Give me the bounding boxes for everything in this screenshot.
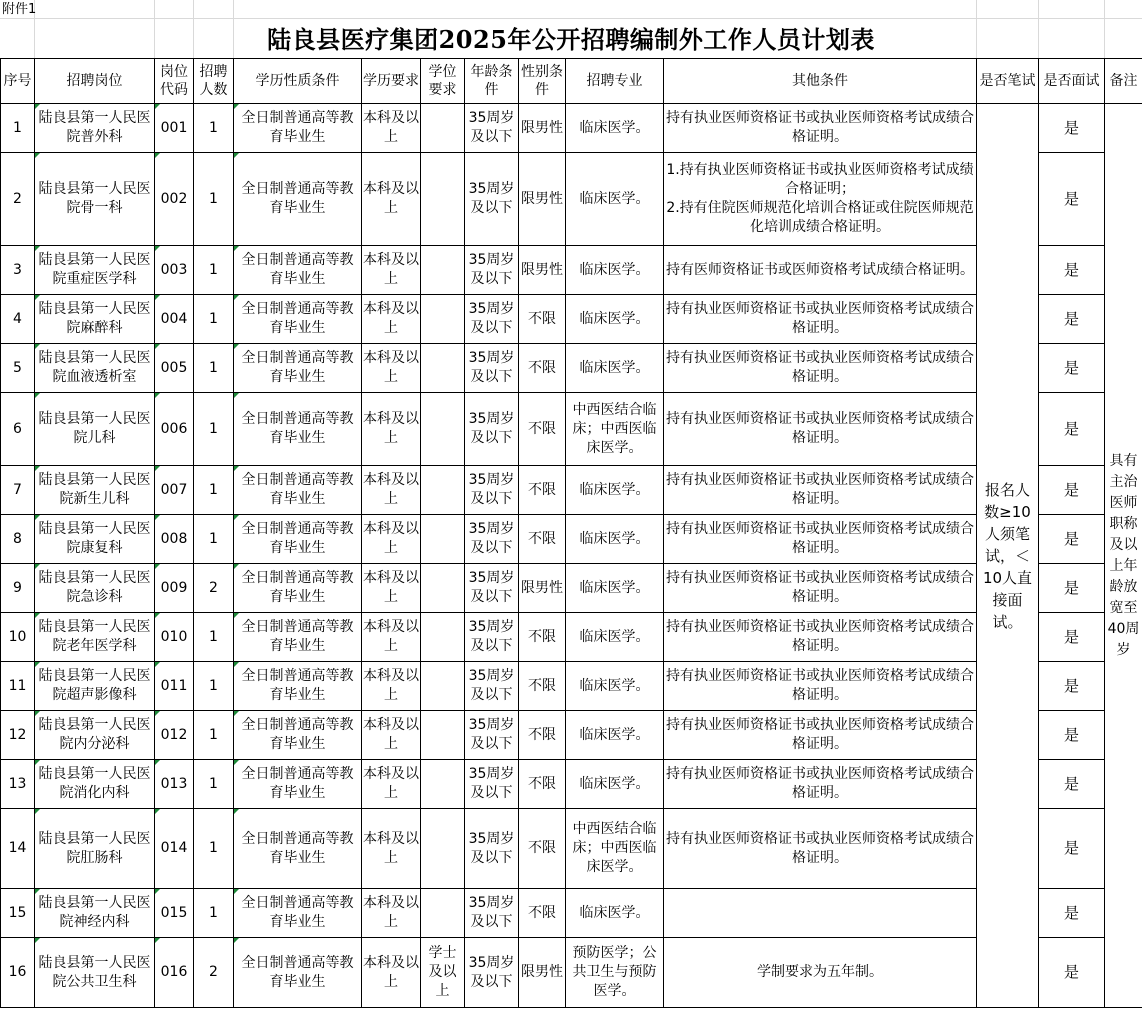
cell-gender[interactable]: 限男性 [519,938,566,1008]
cell-major[interactable]: 预防医学；公共卫生与预防医学。 [566,938,664,1008]
cell-interview[interactable]: 是 [1039,760,1105,809]
cell-position[interactable]: 陆良县第一人民医院新生儿科 [35,466,155,515]
cell-degree-req[interactable] [421,344,465,393]
cell-major[interactable]: 中西医结合临床；中西医临床医学。 [566,809,664,889]
header-written[interactable]: 是否笔试 [977,59,1039,104]
cell-seq[interactable]: 10 [1,613,35,662]
cell-other[interactable]: 持有医师资格证书或医师资格考试成绩合格证明。 [664,246,977,295]
cell-edu-req[interactable]: 本科及以上 [362,153,421,246]
cell-position[interactable]: 陆良县第一人民医院康复科 [35,515,155,564]
header-count[interactable]: 招聘人数 [194,59,234,104]
cell-interview[interactable]: 是 [1039,344,1105,393]
header-row [1,59,1142,104]
cell-other[interactable]: 持有执业医师资格证书或执业医师资格考试成绩合格证明。 [664,809,977,889]
cell-edu-type[interactable]: 全日制普通高等教育毕业生 [234,515,362,564]
cell-seq[interactable]: 3 [1,246,35,295]
cell-code[interactable]: 004 [155,295,194,344]
cell-major[interactable]: 临床医学。 [566,344,664,393]
cell-age[interactable]: 35周岁及以下 [465,889,519,938]
cell-degree-req[interactable] [421,809,465,889]
cell-count[interactable]: 1 [194,393,234,466]
cell-edu-type[interactable]: 全日制普通高等教育毕业生 [234,711,362,760]
cell-count[interactable]: 1 [194,344,234,393]
cell-count[interactable]: 2 [194,938,234,1008]
cell-edu-type[interactable]: 全日制普通高等教育毕业生 [234,613,362,662]
cell-other[interactable]: 持有执业医师资格证书或执业医师资格考试成绩合格证明。 [664,760,977,809]
cell-interview[interactable]: 是 [1039,889,1105,938]
cell-gender[interactable]: 不限 [519,662,566,711]
cell-position[interactable]: 陆良县第一人民医院急诊科 [35,564,155,613]
cell-code[interactable]: 008 [155,515,194,564]
cell-count[interactable]: 1 [194,153,234,246]
cell-edu-type[interactable]: 全日制普通高等教育毕业生 [234,344,362,393]
cell-remark-merged[interactable]: 具有主治医师职称及以上年龄放宽至40周岁 [1105,104,1142,1008]
cell-degree-req[interactable] [421,711,465,760]
cell-edu-req[interactable]: 本科及以上 [362,393,421,466]
cell-edu-req[interactable]: 本科及以上 [362,246,421,295]
cell-interview[interactable]: 是 [1039,466,1105,515]
table-row [1,393,1142,466]
cell-degree-req[interactable] [421,613,465,662]
cell-other[interactable]: 持有执业医师资格证书或执业医师资格考试成绩合格证明。 [664,564,977,613]
cell-position[interactable]: 陆良县第一人民医院骨一科 [35,153,155,246]
cell-seq[interactable]: 1 [1,104,35,153]
cell-edu-req[interactable]: 本科及以上 [362,938,421,1008]
table-row [1,711,1142,760]
cell-count[interactable]: 1 [194,515,234,564]
cell-major[interactable]: 临床医学。 [566,889,664,938]
cell-gender[interactable]: 不限 [519,613,566,662]
cell-code[interactable]: 014 [155,809,194,889]
cell-position[interactable]: 陆良县第一人民医院神经内科 [35,889,155,938]
header-major[interactable]: 招聘专业 [566,59,664,104]
cell-age[interactable]: 35周岁及以下 [465,613,519,662]
cell-edu-req[interactable]: 本科及以上 [362,662,421,711]
cell-degree-req[interactable] [421,246,465,295]
cell-degree-req[interactable] [421,295,465,344]
cell-seq[interactable]: 16 [1,938,35,1008]
cell-major[interactable]: 临床医学。 [566,760,664,809]
cell-code[interactable]: 001 [155,104,194,153]
cell-interview[interactable]: 是 [1039,938,1105,1008]
cell-seq[interactable]: 13 [1,760,35,809]
cell-gender[interactable]: 限男性 [519,153,566,246]
cell-gender[interactable]: 不限 [519,466,566,515]
cell-interview[interactable]: 是 [1039,662,1105,711]
cell-edu-req[interactable]: 本科及以上 [362,613,421,662]
cell-age[interactable]: 35周岁及以下 [465,393,519,466]
cell-edu-type[interactable]: 全日制普通高等教育毕业生 [234,246,362,295]
cell-major[interactable]: 临床医学。 [566,104,664,153]
cell-gender[interactable]: 不限 [519,295,566,344]
cell-code[interactable]: 007 [155,466,194,515]
cell-interview[interactable]: 是 [1039,295,1105,344]
header-age[interactable]: 年龄条件 [465,59,519,104]
cell-seq[interactable]: 4 [1,295,35,344]
cell-interview[interactable]: 是 [1039,246,1105,295]
table-row [1,938,1142,1008]
cell-gender[interactable]: 不限 [519,711,566,760]
cell-edu-req[interactable]: 本科及以上 [362,809,421,889]
cell-major[interactable]: 临床医学。 [566,662,664,711]
table-row [1,466,1142,515]
cell-age[interactable]: 35周岁及以下 [465,938,519,1008]
cell-code[interactable]: 009 [155,564,194,613]
cell-other[interactable]: 持有执业医师资格证书或执业医师资格考试成绩合格证明。 [664,104,977,153]
table-row [1,246,1142,295]
table-row [1,564,1142,613]
cell-position[interactable]: 陆良县第一人民医院普外科 [35,104,155,153]
table-row [1,104,1142,153]
cell-count[interactable]: 1 [194,711,234,760]
cell-count[interactable]: 1 [194,246,234,295]
cell-age[interactable]: 35周岁及以下 [465,153,519,246]
cell-seq[interactable]: 6 [1,393,35,466]
cell-age[interactable]: 35周岁及以下 [465,809,519,889]
cell-edu-type[interactable]: 全日制普通高等教育毕业生 [234,809,362,889]
cell-code[interactable]: 005 [155,344,194,393]
cell-edu-type[interactable]: 全日制普通高等教育毕业生 [234,564,362,613]
table-row [1,809,1142,889]
cell-degree-req[interactable] [421,662,465,711]
cell-gender[interactable]: 限男性 [519,104,566,153]
cell-seq[interactable]: 11 [1,662,35,711]
cell-degree-req[interactable] [421,889,465,938]
cell-other[interactable]: 学制要求为五年制。 [664,938,977,1008]
cell-interview[interactable]: 是 [1039,711,1105,760]
cell-code[interactable]: 002 [155,153,194,246]
gridline [0,18,1142,19]
cell-age[interactable]: 35周岁及以下 [465,246,519,295]
header-seq[interactable]: 序号 [1,59,35,104]
cell-count[interactable]: 1 [194,809,234,889]
cell-other[interactable]: 持有执业医师资格证书或执业医师资格考试成绩合格证明。 [664,344,977,393]
cell-code[interactable]: 015 [155,889,194,938]
cell-interview[interactable]: 是 [1039,393,1105,466]
cell-interview[interactable]: 是 [1039,104,1105,153]
cell-position[interactable]: 陆良县第一人民医院超声影像科 [35,662,155,711]
cell-edu-type[interactable]: 全日制普通高等教育毕业生 [234,153,362,246]
cell-seq[interactable]: 7 [1,466,35,515]
cell-position[interactable]: 陆良县第一人民医院肛肠科 [35,809,155,889]
header-position[interactable]: 招聘岗位 [35,59,155,104]
cell-gender[interactable]: 不限 [519,393,566,466]
cell-edu-type[interactable]: 全日制普通高等教育毕业生 [234,295,362,344]
cell-other[interactable]: 持有执业医师资格证书或执业医师资格考试成绩合格证明。 [664,466,977,515]
cell-code[interactable]: 003 [155,246,194,295]
cell-interview[interactable]: 是 [1039,564,1105,613]
table-row [1,153,1142,246]
cell-age[interactable]: 35周岁及以下 [465,466,519,515]
cell-age[interactable]: 35周岁及以下 [465,711,519,760]
table-row [1,295,1142,344]
cell-gender[interactable]: 限男性 [519,246,566,295]
cell-count[interactable]: 2 [194,564,234,613]
cell-major[interactable]: 临床医学。 [566,613,664,662]
cell-major[interactable]: 临床医学。 [566,515,664,564]
cell-other[interactable] [664,889,977,938]
cell-count[interactable]: 1 [194,466,234,515]
cell-major[interactable]: 中西医结合临床；中西医临床医学。 [566,393,664,466]
cell-gender[interactable]: 限男性 [519,564,566,613]
cell-count[interactable]: 1 [194,760,234,809]
cell-degree-req[interactable] [421,393,465,466]
cell-position[interactable]: 陆良县第一人民医院老年医学科 [35,613,155,662]
cell-interview[interactable]: 是 [1039,809,1105,889]
cell-edu-type[interactable]: 全日制普通高等教育毕业生 [234,760,362,809]
cell-other[interactable]: 1.持有执业医师资格证书或执业医师资格考试成绩合格证明； 2.持有住院医师规范化培训合格证或住院医师规范化培训成绩合格证明。 [664,153,977,246]
attachment-label[interactable]: 附件1 [2,2,37,17]
cell-other[interactable]: 持有执业医师资格证书或执业医师资格考试成绩合格证明。 [664,295,977,344]
cell-degree-req[interactable] [421,466,465,515]
cell-interview[interactable]: 是 [1039,153,1105,246]
cell-edu-type[interactable]: 全日制普通高等教育毕业生 [234,662,362,711]
cell-count[interactable]: 1 [194,662,234,711]
cell-position[interactable]: 陆良县第一人民医院消化内科 [35,760,155,809]
cell-other[interactable]: 持有执业医师资格证书或执业医师资格考试成绩合格证明。 [664,393,977,466]
header-remark[interactable]: 备注 [1105,59,1142,104]
cell-code[interactable]: 011 [155,662,194,711]
cell-edu-type[interactable]: 全日制普通高等教育毕业生 [234,393,362,466]
cell-edu-req[interactable]: 本科及以上 [362,344,421,393]
cell-count[interactable]: 1 [194,295,234,344]
cell-interview[interactable]: 是 [1039,613,1105,662]
cell-position[interactable]: 陆良县第一人民医院麻醉科 [35,295,155,344]
cell-count[interactable]: 1 [194,104,234,153]
cell-gender[interactable]: 不限 [519,889,566,938]
cell-edu-req[interactable]: 本科及以上 [362,515,421,564]
cell-seq[interactable]: 15 [1,889,35,938]
cell-seq[interactable]: 9 [1,564,35,613]
cell-edu-type[interactable]: 全日制普通高等教育毕业生 [234,104,362,153]
cell-degree-req[interactable] [421,515,465,564]
cell-other[interactable]: 持有执业医师资格证书或执业医师资格考试成绩合格证明。 [664,662,977,711]
page-title[interactable]: 陆良县医疗集团2025年公开招聘编制外工作人员计划表 [267,25,875,54]
table-row [1,889,1142,938]
cell-edu-req[interactable]: 本科及以上 [362,564,421,613]
cell-gender[interactable]: 不限 [519,515,566,564]
cell-major[interactable]: 临床医学。 [566,246,664,295]
cell-age[interactable]: 35周岁及以下 [465,344,519,393]
cell-edu-req[interactable]: 本科及以上 [362,889,421,938]
header-edu-type[interactable]: 学历性质条件 [234,59,362,104]
cell-seq[interactable]: 5 [1,344,35,393]
cell-count[interactable]: 1 [194,889,234,938]
table-row [1,662,1142,711]
cell-count[interactable]: 1 [194,613,234,662]
cell-degree-req[interactable] [421,760,465,809]
cell-position[interactable]: 陆良县第一人民医院重症医学科 [35,246,155,295]
header-degree-req[interactable]: 学位要求 [421,59,465,104]
cell-other[interactable]: 持有执业医师资格证书或执业医师资格考试成绩合格证明。 [664,515,977,564]
cell-age[interactable]: 35周岁及以下 [465,564,519,613]
header-other[interactable]: 其他条件 [664,59,977,104]
header-edu-req[interactable]: 学历要求 [362,59,421,104]
cell-degree-req[interactable] [421,104,465,153]
cell-age[interactable]: 35周岁及以下 [465,104,519,153]
cell-edu-req[interactable]: 本科及以上 [362,466,421,515]
cell-seq[interactable]: 8 [1,515,35,564]
cell-edu-req[interactable]: 本科及以上 [362,760,421,809]
cell-code[interactable]: 012 [155,711,194,760]
cell-interview[interactable]: 是 [1039,515,1105,564]
cell-degree-req[interactable] [421,564,465,613]
table-row [1,760,1142,809]
cell-major[interactable]: 临床医学。 [566,295,664,344]
cell-edu-type[interactable]: 全日制普通高等教育毕业生 [234,889,362,938]
cell-degree-req[interactable]: 学士及以上 [421,938,465,1008]
cell-age[interactable]: 35周岁及以下 [465,295,519,344]
table-row [1,344,1142,393]
cell-position[interactable]: 陆良县第一人民医院内分泌科 [35,711,155,760]
cell-written-merged[interactable]: 报名人数≥10人须笔试，＜10人直接面试。 [977,104,1039,1008]
cell-code[interactable]: 010 [155,613,194,662]
cell-code[interactable]: 013 [155,760,194,809]
cell-seq[interactable]: 12 [1,711,35,760]
cell-other[interactable]: 持有执业医师资格证书或执业医师资格考试成绩合格证明。 [664,613,977,662]
cell-edu-type[interactable]: 全日制普通高等教育毕业生 [234,466,362,515]
cell-other[interactable]: 持有执业医师资格证书或执业医师资格考试成绩合格证明。 [664,711,977,760]
cell-edu-req[interactable]: 本科及以上 [362,711,421,760]
cell-code[interactable]: 016 [155,938,194,1008]
table-row [1,613,1142,662]
cell-code[interactable]: 006 [155,393,194,466]
cell-edu-type[interactable]: 全日制普通高等教育毕业生 [234,938,362,1008]
header-gender[interactable]: 性别条件 [519,59,566,104]
cell-major[interactable]: 临床医学。 [566,153,664,246]
cell-position[interactable]: 陆良县第一人民医院公共卫生科 [35,938,155,1008]
cell-position[interactable]: 陆良县第一人民医院儿科 [35,393,155,466]
cell-gender[interactable]: 不限 [519,809,566,889]
cell-age[interactable]: 35周岁及以下 [465,760,519,809]
cell-major[interactable]: 临床医学。 [566,711,664,760]
header-code[interactable]: 岗位代码 [155,59,194,104]
cell-position[interactable]: 陆良县第一人民医院血液透析室 [35,344,155,393]
recruitment-plan-table [0,58,1142,1008]
cell-major[interactable]: 临床医学。 [566,466,664,515]
header-interview[interactable]: 是否面试 [1039,59,1105,104]
cell-seq[interactable]: 2 [1,153,35,246]
cell-major[interactable]: 临床医学。 [566,564,664,613]
cell-age[interactable]: 35周岁及以下 [465,662,519,711]
cell-gender[interactable]: 不限 [519,760,566,809]
cell-gender[interactable]: 不限 [519,344,566,393]
cell-age[interactable]: 35周岁及以下 [465,515,519,564]
cell-degree-req[interactable] [421,153,465,246]
cell-seq[interactable]: 14 [1,809,35,889]
cell-edu-req[interactable]: 本科及以上 [362,104,421,153]
cell-edu-req[interactable]: 本科及以上 [362,295,421,344]
table-row [1,515,1142,564]
